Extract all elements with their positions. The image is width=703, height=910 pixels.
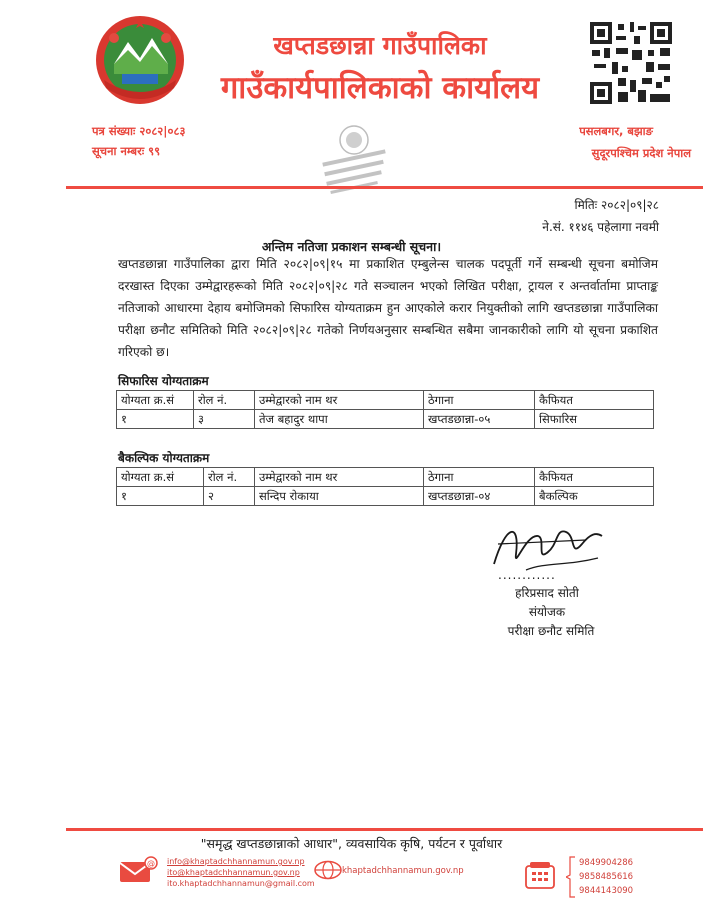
- email-info[interactable]: info@khaptadchhannamun.gov.np: [167, 857, 305, 866]
- nepal-emblem-logo: [94, 14, 186, 106]
- email-list: [167, 856, 315, 889]
- phone-list: [579, 856, 633, 898]
- table-row: [117, 410, 654, 429]
- recommended-table: [116, 390, 654, 429]
- phone-3[interactable]: 9844143090: [579, 886, 634, 896]
- signatory-role: संयोजक: [528, 605, 566, 619]
- cell-name: तेज बहादुर थापा: [255, 410, 424, 429]
- nepal-sambat-date: ने.सं. ११४६ पहेलागा नवमी: [542, 220, 659, 234]
- col-roll: रोल नं.: [194, 391, 255, 410]
- email-ito[interactable]: ito@khaptadchhannamun.gov.np: [167, 868, 300, 877]
- qr-code: [588, 20, 674, 106]
- alternate-section-title: बैकल्पिक योग्यताक्रम: [118, 451, 210, 465]
- col-roll: रोल नं.: [204, 468, 255, 487]
- col-address: ठेगाना: [424, 468, 535, 487]
- svg-text:@: @: [147, 859, 155, 868]
- cell-remarks: सिफारिस: [535, 410, 654, 429]
- col-name: उम्मेद्वारको नाम थर: [255, 468, 424, 487]
- notice-date: मितिः २०८२|०९|२८: [574, 198, 659, 212]
- col-remarks: कैफियत: [535, 468, 654, 487]
- footer-slogan: "समृद्ध खप्तडछान्नाको आधार", व्यवसायिक कृषि, पर्यटन र पूर्वाधार: [200, 836, 503, 851]
- col-remarks: कैफियत: [535, 391, 654, 410]
- table-header-row: [117, 468, 654, 487]
- cell-address: खप्तडछान्ना-०४: [424, 487, 535, 506]
- cell-rank: १: [117, 410, 194, 429]
- cell-rank: १: [117, 487, 204, 506]
- table-header-row: [117, 391, 654, 410]
- phone-bracket: [566, 855, 576, 899]
- phone-2[interactable]: 9858485616: [579, 872, 634, 882]
- header-divider: [66, 186, 703, 189]
- cell-address: खप्तडछान्ना-०५: [424, 410, 535, 429]
- recommended-section-title: सिफारिस योग्यताक्रम: [118, 374, 209, 388]
- cell-name: सन्दिप रोकाया: [255, 487, 424, 506]
- province-name: सुदूरपश्चिम प्रदेश नेपाल: [591, 146, 691, 160]
- signatory-name: हरिप्रसाद सोती: [515, 586, 579, 600]
- office-address: पसलबगर, बझाङ: [579, 124, 653, 138]
- col-rank: योग्यता क्र.सं: [117, 391, 194, 410]
- cell-roll: ३: [194, 410, 255, 429]
- signature-line: ............: [498, 568, 556, 582]
- table-row: [117, 487, 654, 506]
- website-link[interactable]: khaptadchhannamun.gov.np: [342, 866, 464, 876]
- letter-reference-number: पत्र संख्याः २०८२|०८३: [92, 124, 186, 138]
- notice-body: खप्तडछान्ना गाउँपालिका द्वारा मिति २०८२|०९|१५ मा प्रकाशित एम्बुलेन्स चालक पदपूर्ती गर्ने सम्बन्धी सूचना बमोजिम दरखास्त दिएका उम्मेद्वारहरूको मिति २०८२|०९|२८ गते सञ्चालन भएको लिखित परीक्षा, ट्रायल र अन्तर्वार्तामा प्राप्ताङ्क नतिजाको आधारमा देहाय बमोजिमको सिफारिस योग्यताक्रम हुन आएकोले करार नियुक्तीको लागि खप्तडछान्ना गाउँपालिका परीक्षा छनौट समितिको मिति २०८२|०९|२८ गतेको निर्णयअनुसार सम्बन्धित सबैमा जानकारीको लागि यो सूचना प्रकाशित गरिएको छ।: [118, 257, 658, 359]
- signatory-committee: परीक्षा छनौट समिति: [507, 624, 595, 638]
- municipality-name: खप्तडछान्ना गाउँपालिका: [273, 31, 487, 60]
- office-name: गाउँकार्यपालिकाको कार्यालय: [220, 70, 540, 106]
- col-address: ठेगाना: [424, 391, 535, 410]
- notice-title: अन्तिम नतिजा प्रकाशन सम्बन्धी सूचना।: [261, 239, 442, 254]
- footer-divider: [66, 828, 703, 831]
- cell-remarks: बैकल्पिक: [535, 487, 654, 506]
- alternate-table: [116, 467, 654, 506]
- col-rank: योग्यता क्र.सं: [117, 468, 204, 487]
- notice-number: सूचना नम्बरः ९९: [92, 144, 161, 158]
- email-gmail[interactable]: ito.khaptadchhannamun@gmail.com: [167, 879, 315, 888]
- col-name: उम्मेद्वारको नाम थर: [255, 391, 424, 410]
- phone-1[interactable]: 9849904286: [579, 858, 634, 868]
- email-icon: [118, 856, 158, 884]
- phone-icon: [524, 860, 558, 890]
- cell-roll: २: [204, 487, 255, 506]
- globe-icon: [313, 860, 343, 880]
